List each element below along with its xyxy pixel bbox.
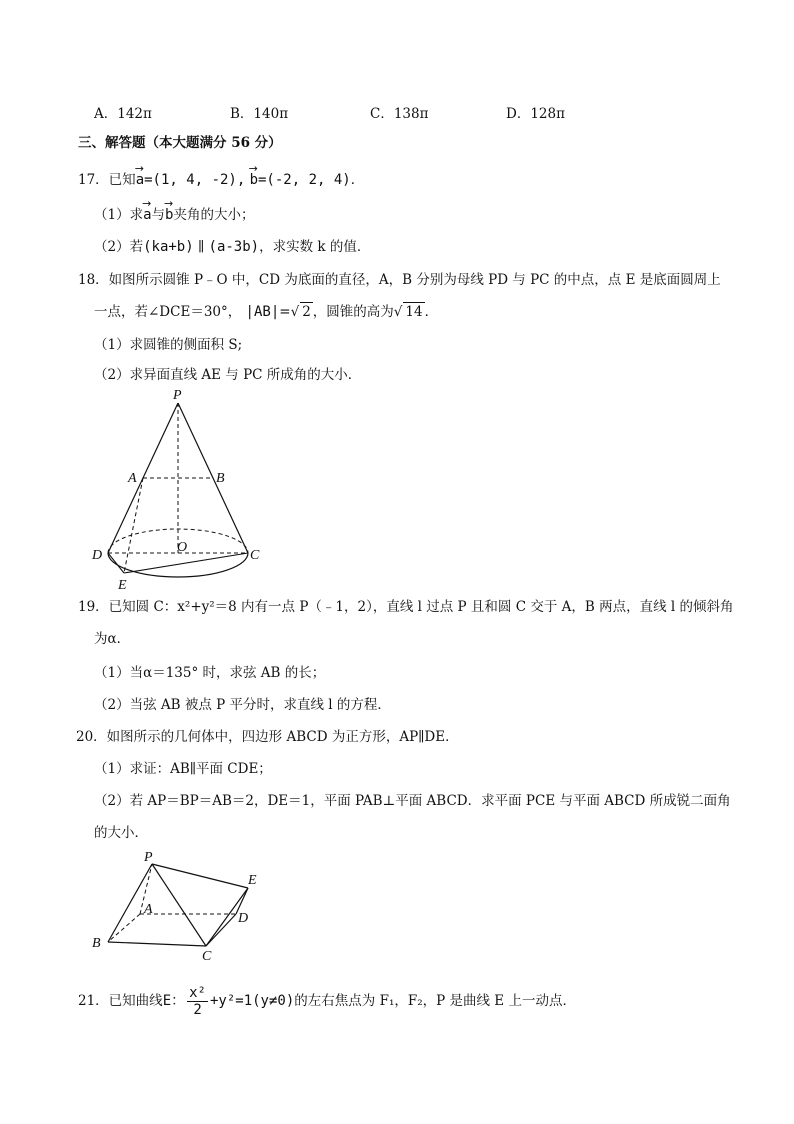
- q17-part2: [94, 238, 370, 256]
- edge-bc: [108, 942, 206, 946]
- option-b: [230, 102, 288, 122]
- option-letter: D．: [506, 106, 531, 122]
- point-o-label: O: [177, 540, 188, 555]
- q18-line2-prefix: 一点，若∠DCE＝30°，: [94, 304, 242, 320]
- sqrt-2: 2: [302, 304, 311, 320]
- q20-part2-line2: 的大小．: [94, 825, 148, 841]
- polyhedron-figure: [88, 846, 278, 968]
- q17-stem-prefix: 17．已知: [78, 172, 136, 188]
- option-a: [94, 102, 152, 122]
- q20-part1: （1）求证：AB∥平面 CDE；: [94, 761, 272, 777]
- q17-stem: [78, 171, 364, 189]
- q17-p2-end: ，求实数 k 的值．: [259, 239, 371, 255]
- vector-b-symbol: → b: [165, 206, 173, 224]
- option-value: 138π: [393, 106, 429, 122]
- q17-p1-end: 夹角的大小；: [173, 207, 255, 223]
- option-letter: C．: [370, 106, 394, 122]
- curve-expression: +y²=1(y≠0): [209, 993, 295, 1009]
- option-value: 142π: [117, 106, 152, 122]
- edge-cd: [206, 914, 236, 946]
- abs-ab: |AB|: [245, 304, 280, 320]
- section-header: 三、解答题（本大题满分 56 分）: [78, 135, 282, 151]
- point-c-label: C: [202, 949, 212, 964]
- edge-pe: [152, 864, 248, 888]
- segment-ec: [124, 553, 248, 573]
- point-a-label: A: [128, 471, 137, 486]
- q19-line1: 19．已知圆 C：x²+y²＝8 内有一点 P（﹣1，2），直线 l 过点 P 且和圆 C 交于 A，B 两点，直线 l 的倾斜角: [78, 599, 734, 615]
- option-letter: B．: [230, 106, 254, 122]
- cone-figure: [84, 385, 274, 599]
- segment-ae: [124, 478, 143, 573]
- option-value: 128π: [530, 106, 565, 122]
- option-d: [506, 102, 565, 122]
- q19-part1: （1）当α＝135° 时，求弦 AB 的长；: [94, 665, 326, 681]
- option-letter: A．: [94, 106, 118, 122]
- segment-de: [108, 553, 124, 573]
- q18-line2: [94, 302, 438, 321]
- point-a-label: A: [144, 902, 153, 917]
- q17-stem-end: ．: [350, 172, 365, 188]
- edge-pc: [152, 864, 206, 946]
- point-p-label: P: [173, 388, 182, 403]
- q17-part1: [94, 206, 254, 224]
- option-c: [370, 102, 428, 122]
- sqrt-14: 14: [405, 304, 423, 320]
- q20-line1: 20．如图所示的几何体中，四边形 ABCD 为正方形，AP∥DE．: [76, 729, 459, 745]
- point-d-label: D: [238, 911, 249, 926]
- q17-p1-prefix: （1）求: [94, 207, 144, 223]
- cone-diagram: [84, 385, 274, 595]
- q17-p2-prefix: （2）若: [94, 239, 144, 255]
- q18-part2: （2）求异面直线 AE 与 PC 所成角的大小．: [94, 367, 362, 383]
- q21-stem: [78, 984, 576, 1018]
- fraction-denominator: 2: [193, 1002, 202, 1018]
- q21-prefix: 21．已知曲线: [78, 993, 163, 1009]
- point-c-label: C: [250, 548, 260, 563]
- q20-part2-line1: （2）若 AP＝BP＝AB＝2，DE＝1，平面 PAB⊥平面 ABCD．求平面 PCE 与平面 ABCD 所成锐二面角: [94, 793, 731, 809]
- equals-sign: =: [279, 304, 291, 320]
- sqrt-symbol: √: [290, 304, 300, 320]
- polyhedron-diagram: [88, 846, 278, 964]
- q21-suffix: 的左右焦点为 F₁，F₂，P 是曲线 E 上一动点．: [294, 993, 576, 1009]
- point-b-label: B: [92, 936, 101, 951]
- fraction-numerator: x²: [189, 985, 206, 1001]
- point-b-label: B: [216, 471, 225, 486]
- q17-p1-mid: 与: [151, 207, 166, 223]
- point-d-label: D: [92, 548, 103, 563]
- fraction-x2-over-2: [187, 985, 208, 1018]
- curve-name: E：: [162, 993, 186, 1009]
- parallel-symbol: ∥: [197, 239, 205, 255]
- point-p-label: P: [144, 850, 153, 865]
- vector-a-symbol: → a: [143, 206, 151, 224]
- sqrt-symbol: √: [393, 304, 403, 320]
- q17-expr2: (a-3b): [208, 239, 260, 255]
- point-e-label: E: [118, 578, 127, 593]
- q18-line2-end: ．: [424, 304, 439, 320]
- point-e-label: E: [248, 873, 257, 888]
- q17-expr1: (ka+b): [143, 239, 194, 255]
- q18-part1: （1）求圆锥的侧面积 S;: [94, 337, 243, 353]
- edge-ab: [108, 914, 140, 942]
- q18-line2-mid: ，圆锥的高为: [312, 304, 394, 320]
- q19-line2: 为α．: [94, 631, 131, 647]
- option-value: 140π: [253, 106, 289, 122]
- vector-b: → b=(-2, 2, 4): [250, 171, 351, 189]
- q18-line1: 18．如图所示圆锥 P﹣O 中，CD 为底面的直径，A，B 分别为母线 PD 与 PC 的中点，点 E 是底面圆周上: [78, 272, 721, 288]
- vector-a: → a=(1, 4, -2),: [136, 171, 246, 189]
- q19-part2: （2）当弦 AB 被点 P 平分时，求直线 l 的方程．: [94, 697, 391, 713]
